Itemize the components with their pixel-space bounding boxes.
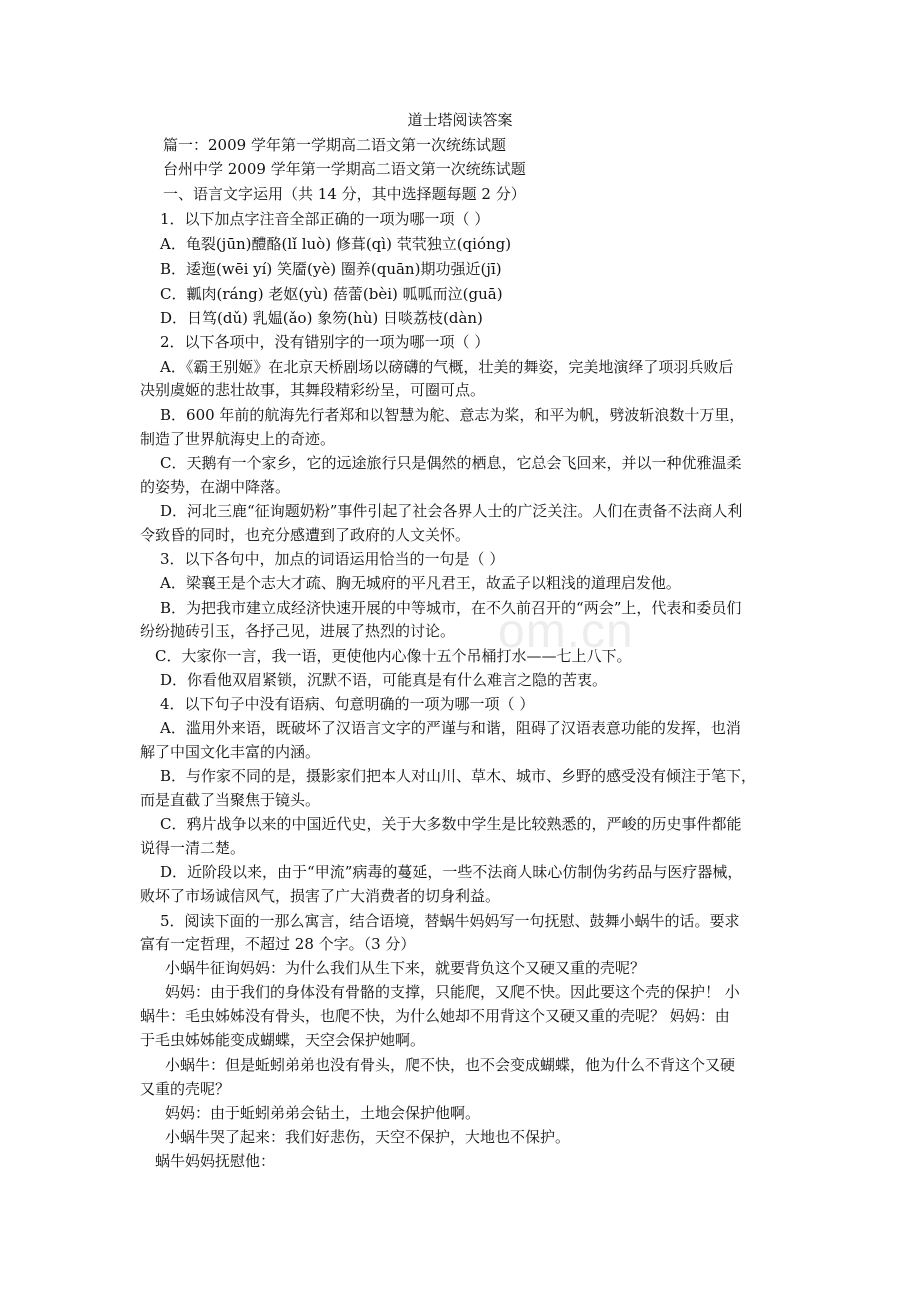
dialogue-line: 小蜗牛哭了起来：我们好悲伤，天空不保护，大地也不保护。 [165,1128,571,1146]
option-continuation: 决别虞姬的悲壮故事，其舞段精彩纷呈，可圈可点。 [140,381,486,399]
question-line: 5．阅读下面的一那么寓言，结合语境，替蜗牛妈妈写一句抚慰、鼓舞小蜗牛的话。要求 [160,912,740,930]
option-line: D．河北三鹿“征询题奶粉”事件引起了社会各界人士的广泛关注。人们在责备不法商人利 [160,502,743,520]
section-heading: 一、语言文字运用（共 14 分，其中选择题每题 2 分） [163,185,526,203]
option-line: D．日笃(dǔ) 乳媪(ǎo) 象笏(hù) 日啖荔枝(dàn) [160,309,483,327]
option-line: C．瓤肉(ráng) 老妪(yù) 蓓蕾(bèi) 呱呱而泣(guā) [160,285,503,303]
option-line: D．你看他双眉紧锁，沉默不语，可能真是有什么难言之隐的苦衷。 [160,671,608,689]
dialogue-continuation: 蜗牛：毛虫姊姊没有骨头，也爬不快，为什么她却不用背这个又硬又重的壳呢？ 妈妈：由 [140,1007,730,1025]
question-line: 4．以下句子中没有语病、句意明确的一项为哪一项（ ） [160,695,535,713]
subtitle-line: 篇一：2009 学年第一学期高二语文第一次统练试题 [163,136,506,154]
question-line: 1．以下加点字注音全部正确的一项为哪一项（ ） [160,210,490,228]
dialogue-line: 妈妈：由于蚯蚓弟弟会钻土，土地会保护他啊。 [165,1104,481,1122]
option-line: A．滥用外来语，既破坏了汉语言文字的严谨与和谐，阻碍了汉语表意功能的发挥，也消 [160,719,741,737]
option-continuation: 的姿势，在湖中降落。 [140,478,291,496]
dialogue-continuation: 于毛虫姊姊能变成蝴蝶，天空会保护她啊。 [140,1031,426,1049]
option-continuation: 纷纷抛砖引玉，各抒己见，进展了热烈的讨论。 [140,622,456,640]
option-continuation: 解了中国文化丰富的内涵。 [140,743,321,761]
dialogue-continuation: 又重的壳呢？ [140,1080,231,1098]
question-continuation: 富有一定哲理，不超过 28 个字。（3 分） [140,935,416,953]
option-line: D．近阶段以来，由于“甲流”病毒的蔓延，一些不法商人昧心仿制伪劣药品与医疗器械， [160,863,743,881]
question-line: 3．以下各句中，加点的词语运用恰当的一句是（ ） [160,550,505,568]
option-continuation: 说得一清二楚。 [140,839,246,857]
option-continuation: 制造了世界航海史上的奇迹。 [140,430,336,448]
option-line: C．大家你一言，我一语，更使他内心像十五个吊桶打水——七上八下。 [155,647,632,665]
subtitle-line: 台州中学 2009 学年第一学期高二语文第一次统练试题 [163,160,526,178]
option-line: C．鸦片战争以来的中国近代史，关于大多数中学生是比较熟悉的，严峻的历史事件都能 [160,815,742,833]
dialogue-line: 小蜗牛征询妈妈：为什么我们从生下来，就要背负这个又硬又重的壳呢？ [165,959,646,977]
watermark: om.cn [498,605,634,658]
dialogue-line: 小蜗牛：但是蚯蚓弟弟也没有骨头，爬不快，也不会变成蝴蝶，他为什么不背这个又硬 [165,1056,736,1074]
option-line: C．天鹅有一个家乡，它的远途旅行只是偶然的栖息，它总会飞回来，并以一种优雅温柔 [160,454,742,472]
option-line: A．《霸王别姬》在北京天桥剧场以磅礴的气概，壮美的舞姿，完美地演绎了项羽兵败后 [160,358,734,376]
option-line: B．600 年前的航海先行者郑和以智慧为舵、意志为桨，和平为帆，劈波斩浪数十万里， [160,406,745,424]
option-line: A．龟裂(jūn)醴酪(lǐ luò) 修葺(qì) 茕茕独立(qióng) [160,235,512,253]
document-title: 道士塔阅读答案 [407,111,513,129]
option-continuation: 败坏了市场诚信风气，损害了广大消费者的切身利益。 [140,887,501,905]
dialogue-line: 蜗牛妈妈抚慰他： [155,1152,276,1170]
option-line: B．为把我市建立成经济快速开展的中等城市，在不久前召开的“两会”上，代表和委员们 [160,599,742,617]
option-continuation: 令致昏的同时，也充分感遭到了政府的人文关怀。 [140,526,471,544]
question-line: 2．以下各项中，没有错别字的一项为哪一项（ ） [160,333,490,351]
option-line: B．与作家不同的是，摄影家们把本人对山川、草木、城市、乡野的感受没有倾注于笔下， [160,767,757,785]
option-continuation: 而是直截了当聚焦于镜头。 [140,791,321,809]
option-line: B．逶迤(wēi yí) 笑靥(yè) 圈养(quān)期功强近(jī) [160,260,502,278]
option-line: A．梁襄王是个志大才疏、胸无城府的平凡君王，故孟子以粗浅的道理启发他。 [160,574,681,592]
dialogue-line: 妈妈：由于我们的身体没有骨骼的支撑，只能爬，又爬不快。因此要这个壳的保护！ 小 [165,983,740,1001]
